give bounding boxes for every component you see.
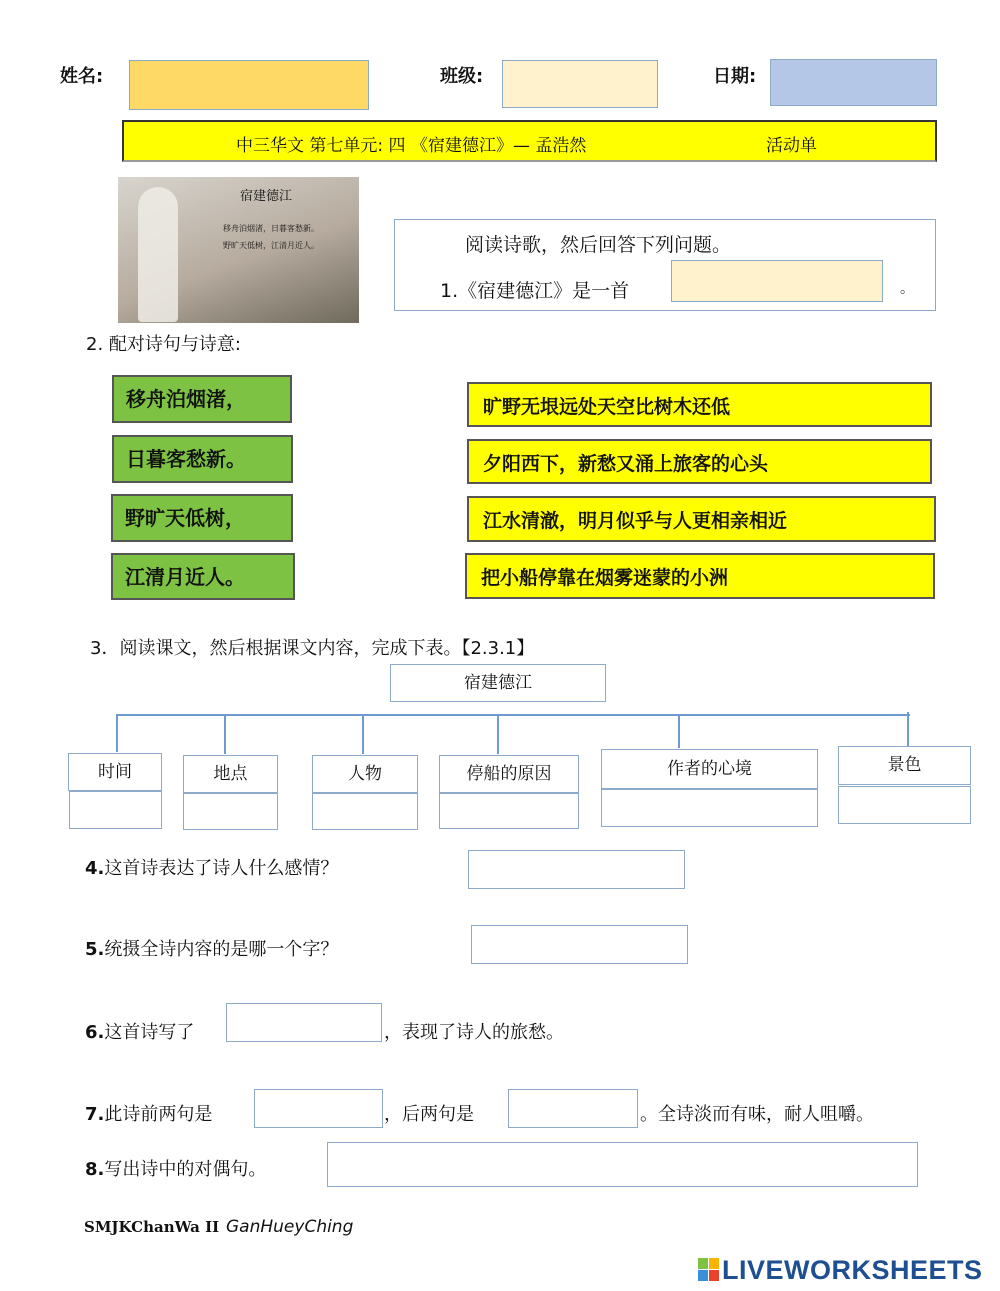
connector-drop — [678, 714, 680, 748]
q8-label: 写出诗中的对偶句。 — [104, 1159, 267, 1180]
q3-label: 3．阅读课文，然后根据课文内容，完成下表。【2.3.1】 — [90, 638, 535, 659]
q7-input-2[interactable] — [508, 1089, 638, 1128]
time-input[interactable] — [69, 791, 162, 829]
poem-illustration — [118, 177, 359, 323]
footer-school: SMJKChanWa II — [84, 1218, 220, 1236]
connector-drop — [116, 714, 118, 752]
node-mood: 作者的心境 — [601, 749, 818, 789]
verse-1[interactable]: 移舟泊烟渚， — [112, 375, 292, 423]
scenery-input[interactable] — [838, 786, 971, 824]
class-input[interactable] — [502, 60, 658, 108]
q1-input[interactable] — [671, 260, 883, 302]
q4-label: 这首诗表达了诗人什么感情？ — [104, 858, 339, 879]
mood-input[interactable] — [601, 789, 818, 827]
date-input[interactable] — [770, 59, 937, 106]
tree-root: 宿建德江 — [390, 664, 606, 702]
q5-text — [85, 935, 338, 961]
q7-label: 此诗前两句是 — [104, 1104, 213, 1125]
q6-after: ，表现了诗人的旅愁。 — [384, 1022, 564, 1043]
meaning-2[interactable]: 夕阳西下，新愁又涌上旅客的心头 — [467, 439, 932, 484]
q6-input[interactable] — [226, 1003, 382, 1042]
q8-text — [85, 1155, 266, 1181]
q7-text — [85, 1100, 212, 1126]
q7-num: 7. — [85, 1104, 105, 1125]
q7-after: 。全诗淡而有味，耐人咀嚼。 — [640, 1104, 874, 1125]
banner-suffix: 活动单 — [766, 136, 817, 156]
q1-text: 1.《宿建德江》是一首 — [440, 280, 630, 302]
q8-num: 8. — [85, 1159, 105, 1180]
image-line-2: 野旷天低树，江清月近人。 — [223, 241, 319, 250]
q8-input[interactable] — [327, 1142, 918, 1187]
q2-label: 2. 配对诗句与诗意: — [86, 334, 241, 355]
meaning-4[interactable]: 把小船停靠在烟雾迷蒙的小洲 — [465, 553, 935, 599]
connector-drop — [224, 714, 226, 754]
name-input[interactable] — [129, 60, 369, 110]
q5-input[interactable] — [471, 925, 688, 964]
connector-line — [116, 714, 910, 716]
q6-text — [85, 1018, 194, 1044]
name-label: 姓名: — [60, 66, 104, 87]
class-label: 班级: — [440, 66, 484, 87]
connector-drop — [362, 714, 364, 754]
node-reason: 停船的原因 — [439, 755, 579, 793]
title-banner — [122, 120, 937, 162]
node-time: 时间 — [68, 753, 162, 791]
connector-drop — [497, 714, 499, 754]
q7-input-1[interactable] — [254, 1089, 383, 1128]
liveworksheets-brand: LIVEWORKSHEETS — [722, 1255, 983, 1285]
node-people: 人物 — [312, 755, 418, 793]
q1-end: 。 — [900, 281, 914, 297]
q6-label: 这首诗写了 — [104, 1022, 195, 1043]
footer-author: GanHueyChing — [226, 1217, 354, 1237]
node-scenery: 景色 — [838, 746, 971, 785]
verse-3[interactable]: 野旷天低树， — [111, 494, 293, 542]
q7-mid: ，后两句是 — [384, 1104, 474, 1125]
place-input[interactable] — [183, 793, 278, 830]
q6-num: 6. — [85, 1022, 105, 1043]
date-label: 日期: — [713, 66, 757, 87]
meaning-1[interactable]: 旷野无垠远处天空比树木还低 — [467, 382, 932, 427]
q4-num: 4. — [85, 858, 105, 879]
poet-figure — [138, 187, 178, 322]
q5-label: 统摄全诗内容的是哪一个字？ — [104, 939, 339, 960]
people-input[interactable] — [312, 793, 418, 830]
q4-text — [85, 854, 338, 880]
image-line-1: 移舟泊烟渚，日暮客愁新。 — [223, 224, 319, 233]
connector-drop — [907, 712, 909, 746]
q5-num: 5. — [85, 939, 105, 960]
verse-4[interactable]: 江清月近人。 — [111, 553, 295, 600]
node-place: 地点 — [183, 755, 278, 793]
intro-box — [394, 219, 936, 311]
q4-input[interactable] — [468, 850, 685, 889]
liveworksheets-logo-icon — [698, 1258, 720, 1282]
image-title: 宿建德江 — [240, 189, 293, 204]
meaning-3[interactable]: 江水清澈，明月似乎与人更相亲相近 — [467, 496, 936, 542]
verse-2[interactable]: 日暮客愁新。 — [112, 435, 293, 483]
reason-input[interactable] — [439, 793, 579, 829]
instruction-text: 阅读诗歌，然后回答下列问题。 — [465, 234, 732, 256]
banner-title: 中三华文 第七单元: 四 《宿建德江》— 孟浩然 — [236, 136, 587, 156]
